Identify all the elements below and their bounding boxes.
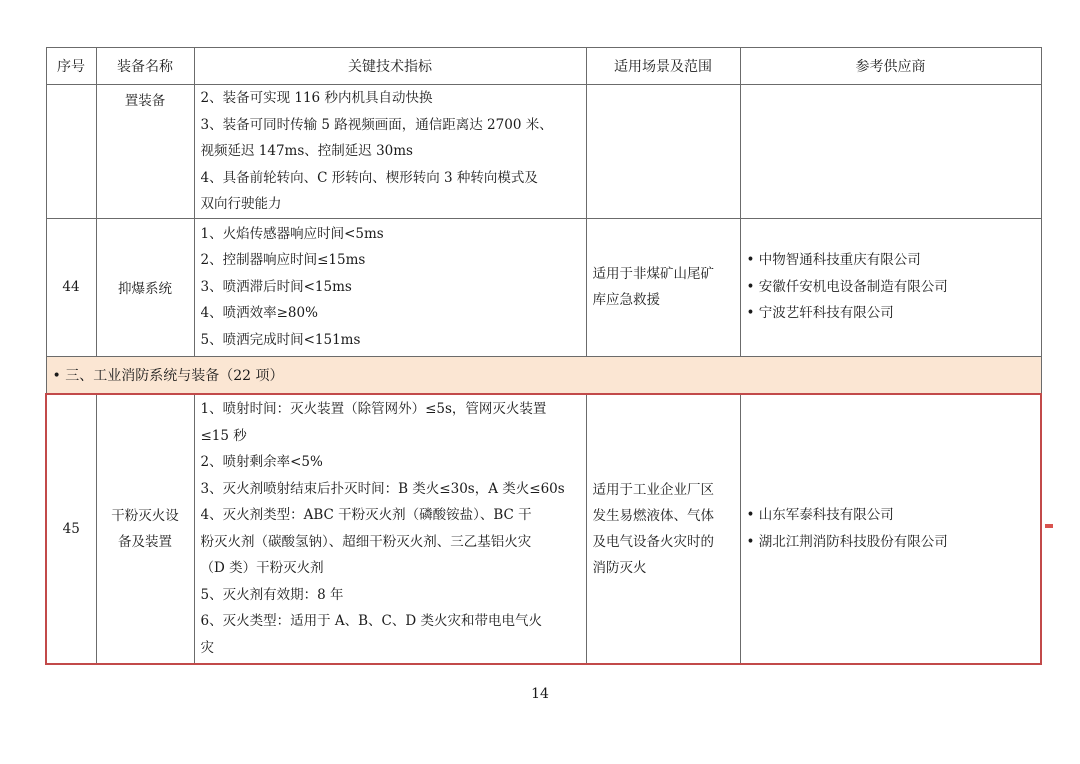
- section-row: [46, 356, 1041, 394]
- spec-line: 5、喷洒完成时间<151ms: [200, 331, 361, 348]
- spec-line: 4、具备前轮转向、C 形转向、楔形转向 3 种转向模式及: [200, 169, 538, 186]
- spec-line: 5、灭火剂有效期：8 年: [200, 586, 344, 603]
- spec-line: 双向行驶能力: [200, 196, 282, 212]
- spec-line: 3、装备可同时传输 5 路视频画面，通信距离达 2700 米、: [200, 116, 553, 133]
- scene-line: 适用于非煤矿山尾矿: [592, 266, 714, 282]
- spec-line: 3、灭火剂喷射结束后扑灭时间：B 类火≤30s，A 类火≤60s: [200, 480, 565, 497]
- spec-line: 1、火焰传感器响应时间<5ms: [200, 225, 384, 242]
- equipment-table: [45, 47, 1042, 665]
- spec-cell: [194, 394, 586, 664]
- row-number: [46, 85, 96, 219]
- spec-line: 6、灭火类型：适用于 A、B、C、D 类火灾和带电电气火: [200, 613, 542, 629]
- vendor-item: • 湖北江荆消防科技股份有限公司: [747, 529, 1035, 556]
- scene-cell: [586, 394, 740, 664]
- table-row-highlighted: [46, 394, 1041, 664]
- vendor-item: • 中物智通科技重庆有限公司: [747, 247, 1035, 274]
- scene-cell: [586, 218, 740, 356]
- vendor-cell: [740, 218, 1041, 356]
- spec-line: 4、灭火剂类型：ABC 干粉灭火剂（磷酸铵盐）、BC 干: [200, 507, 532, 523]
- row-number: 44: [46, 218, 96, 356]
- name-line: 干粉灭火设: [111, 507, 179, 524]
- spec-cell: [194, 85, 586, 219]
- vendor-item: • 山东军泰科技有限公司: [747, 502, 1035, 529]
- header-spec: 关键技术指标: [194, 48, 586, 85]
- header-vendor: 参考供应商: [740, 48, 1041, 85]
- table-header-row: [46, 48, 1041, 85]
- spec-line: 视频延迟 147ms、控制延迟 30ms: [200, 143, 413, 159]
- vendor-cell: [740, 85, 1041, 219]
- spec-line: 2、控制器响应时间≤15ms: [200, 252, 366, 269]
- scene-line: 消防灭火: [592, 559, 647, 576]
- header-no: 序号: [46, 48, 96, 85]
- spec-line: ≤15 秒: [200, 427, 247, 444]
- vendor-item: • 安徽仟安机电设备制造有限公司: [747, 274, 1035, 301]
- spec-line: 4、喷洒效率≥80%: [200, 305, 318, 322]
- equipment-name: 抑爆系统: [96, 218, 194, 356]
- spec-line: （D 类）干粉灭火剂: [200, 560, 324, 576]
- spec-line: 2、装备可实现 116 秒内机具自动快换: [200, 90, 433, 106]
- page-number: 14: [531, 686, 549, 702]
- spec-line: 1、喷射时间：灭火装置（除管网外）≤5s，管网灭火装置: [200, 401, 547, 417]
- equipment-name: [96, 394, 194, 664]
- header-scene: 适用场景及范围: [586, 48, 740, 85]
- spec-line: 2、喷射剩余率<5%: [200, 454, 323, 470]
- spec-line: 3、喷洒滞后时间<15ms: [200, 278, 352, 295]
- equipment-name: 置装备: [96, 85, 194, 219]
- section-title: • 三、工业消防系统与装备（22 项）: [53, 368, 284, 384]
- vendor-cell: [740, 394, 1041, 664]
- scene-cell: [586, 85, 740, 219]
- spec-line: 灾: [200, 639, 214, 656]
- table-row: [46, 85, 1041, 219]
- scene-line: 发生易燃液体、气体: [592, 507, 714, 524]
- row-number: 45: [46, 394, 96, 664]
- margin-mark: [1045, 524, 1053, 528]
- spec-line: 粉灭火剂（碳酸氢钠）、超细干粉灭火剂、三乙基铝火灾: [200, 533, 532, 550]
- scene-line: 及电气设备火灾时的: [592, 533, 714, 550]
- header-name: 装备名称: [96, 48, 194, 85]
- scene-line: 库应急救援: [592, 292, 660, 308]
- scene-line: 适用于工业企业厂区: [592, 481, 714, 498]
- vendor-item: • 宁波艺轩科技有限公司: [747, 300, 1035, 327]
- table-row: [46, 218, 1041, 356]
- section-title-cell: [46, 356, 1041, 394]
- spec-cell: [194, 218, 586, 356]
- name-line: 备及装置: [118, 533, 172, 550]
